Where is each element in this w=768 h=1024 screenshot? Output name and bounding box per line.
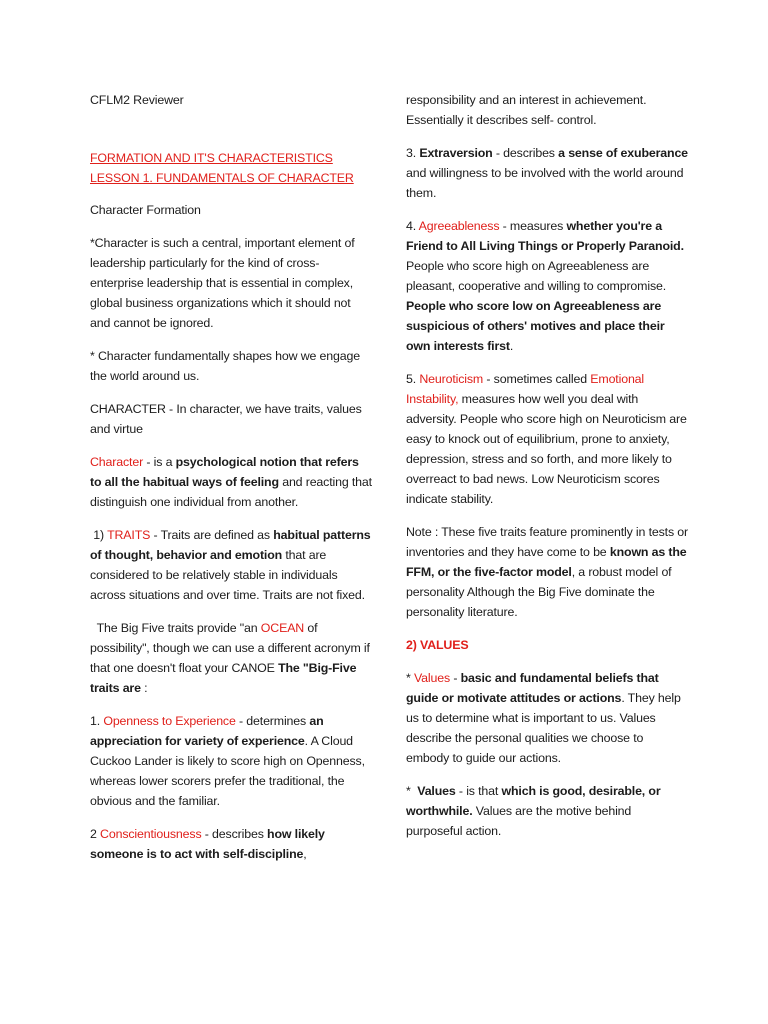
list-number: 1) — [90, 528, 108, 542]
text: of possibility", though we can use a different acronym if that one doesn't float your CANOE — [90, 621, 370, 675]
text: The Big Five traits provide "an — [90, 621, 261, 635]
term-neuroticism: Neuroticism — [419, 372, 484, 386]
section-heading — [90, 148, 372, 188]
text: - Traits are defined as — [150, 528, 274, 542]
text: - describes — [492, 146, 559, 160]
text: * — [406, 671, 414, 685]
text: and reacting that distinguish one individual from another. — [90, 475, 372, 509]
section-heading-line2: LESSON 1. FUNDAMENTALS OF CHARACTER — [90, 171, 354, 185]
document-title: CFLM2 Reviewer — [90, 93, 184, 107]
text: , a robust model of personality Although the Big Five dominate the personality literature. — [406, 565, 672, 619]
text: People who score high on Agreeableness are pleasant, cooperative and willing to compromise. — [406, 259, 667, 293]
text: - determines — [235, 714, 310, 728]
bold-text: People who score low on Agreeableness are suspicious of others' motives and place their own interests first — [406, 299, 665, 353]
list-number: 1. — [90, 714, 104, 728]
term-values: Values — [413, 671, 451, 685]
text: Note : These five traits feature prominently in tests or inventories and they have come to be — [406, 525, 688, 559]
bold-text: an appreciation for variety of experience — [90, 714, 324, 748]
right-column — [406, 90, 688, 854]
text: - — [450, 671, 461, 685]
paragraph-ffm-note — [406, 522, 688, 622]
heading-values — [406, 635, 688, 655]
text: that are considered to be relatively stable in individuals across situations and over time. Traits are not fixed. — [90, 548, 365, 602]
paragraph-big-five-intro — [90, 618, 372, 698]
text: , — [303, 847, 307, 861]
paragraph-character-definition: CHARACTER - In character, we have traits, values and virtue — [90, 402, 362, 436]
paragraph-character-shapes: * Character fundamentally shapes how we engage the world around us. — [90, 349, 360, 383]
text: : — [140, 681, 148, 695]
values-heading-text: 2) VALUES — [406, 638, 469, 652]
term-character: Character — [90, 455, 144, 469]
term-ocean: OCEAN — [260, 621, 305, 635]
text: Values are the motive behind purposeful action. — [406, 804, 632, 838]
bold-text: The "Big-Five traits are — [90, 661, 357, 695]
text: - is that — [455, 784, 502, 798]
bold-text: basic and fundamental beliefs that guide or motivate attitudes or actions — [406, 671, 659, 705]
list-number: 4. — [406, 219, 419, 233]
bold-text: a sense of exuberance — [558, 146, 688, 160]
list-number: 3. — [406, 146, 420, 160]
term-extraversion: Extraversion — [419, 146, 493, 160]
paragraph-character-notion — [90, 452, 372, 512]
paragraph-conscientiousness — [90, 824, 372, 864]
left-column — [90, 90, 372, 877]
bold-text: whether you're a Friend to All Living Things or Properly Paranoid. — [406, 219, 684, 253]
paragraph-conscientiousness-cont: responsibility and an interest in achievement. Essentially it describes self- control. — [406, 93, 647, 127]
text: . They help us to determine what is important to us. Values describe the personal qualities we choose to embody to guide our actions. — [406, 691, 681, 765]
term-traits: TRAITS — [107, 528, 151, 542]
paragraph-agreeableness — [406, 216, 688, 356]
text: - describes — [201, 827, 268, 841]
text: . — [509, 339, 514, 353]
paragraph-traits — [90, 525, 372, 605]
term-agreeableness: Agreeableness — [418, 219, 500, 233]
text: - sometimes called — [483, 372, 591, 386]
text: * — [406, 784, 418, 798]
bold-text: which is good, desirable, or worthwhile. — [406, 784, 661, 818]
bold-text: how likely someone is to act with self-discipline — [90, 827, 325, 861]
text: measures how well you deal with adversity. People who score high on Neuroticism are easy to knock out of equilibrium, prone to anxiety, depression, stress and so forth, and more likely to overreact to bad news. Low Neuroticism scores indicate stability. — [406, 392, 687, 506]
bold-text: habitual patterns of thought, behavior and emotion — [90, 528, 371, 562]
list-number: 5. — [406, 372, 420, 386]
paragraph-extraversion — [406, 143, 688, 203]
paragraph-openness — [90, 711, 372, 811]
term-conscientiousness: Conscientiousness — [100, 827, 202, 841]
bold-text: known as the FFM, or the five-factor model — [406, 545, 687, 579]
paragraph-character-leadership: *Character is such a central, important element of leadership particularly for the kind of cross-enterprise leadership that is essential in complex, global business organizations which it should not and cannot be ignored. — [90, 236, 355, 330]
paragraph-neuroticism — [406, 369, 688, 509]
section-heading-line1: FORMATION AND IT'S CHARACTERISTICS — [90, 151, 333, 165]
term-emotional-instability: Emotional Instability, — [406, 372, 645, 406]
text: . A Cloud Cuckoo Lander is likely to score high on Openness, whereas lower scorers prefer the traditional, the obvious and the familiar. — [90, 734, 365, 808]
list-number: 2 — [90, 827, 101, 841]
paragraph-values-definition — [406, 668, 688, 768]
subheading-character-formation: Character Formation — [90, 203, 201, 217]
term-openness: Openness to Experience — [103, 714, 236, 728]
term-values-bold: Values — [417, 784, 456, 798]
paragraph-values-good — [406, 781, 688, 841]
bold-text: psychological notion that refers to all the habitual ways of feeling — [90, 455, 359, 489]
text: - measures — [499, 219, 567, 233]
text: and willingness to be involved with the world around them. — [406, 166, 684, 200]
text: - is a — [143, 455, 176, 469]
